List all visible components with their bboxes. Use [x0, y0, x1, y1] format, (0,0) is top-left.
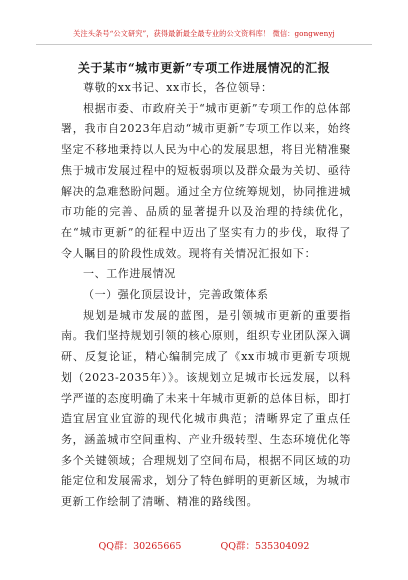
header-banner: 关注头条号“公文研究”，获得最新最全最专业的公文资料库！ 微信：gongwenyj: [73, 29, 335, 38]
document-title: 关于某市“城市更新”专项工作进展情况的汇报: [77, 61, 331, 75]
intro-paragraph: 根据市委、市政府关于“城市更新”专项工作的总体部署，我市自2023年启动“城市更新”专项工作以来，始终坚定不移地秉持以人民为中心的发展思想，将目光精准聚焦于城市发展过程中的短板弱项以及群众最为关切、亟待解决的急难愁盼问题。通过全方位统筹规划，协同推进城市功能的完善、品质的显著提升以及治理的持续优化，在“城市更新”的征程中迈出了坚实有力的步伐，取得了令人瞩目的阶段性成效。现将有关情况汇报如下：: [61, 101, 351, 260]
footer-qq-group-2: QQ群：535304092: [220, 541, 310, 552]
subsection-heading: （一）强化顶层设计，完善政策体系: [83, 288, 269, 302]
salutation: 尊敬的xx书记、xx市长，各位领导：: [83, 81, 273, 94]
footer-contacts: [0, 538, 408, 552]
planning-paragraph: 规划是城市发展的蓝图，是引领城市更新的重要指南。我们坚持规划引领的核心原则，组织专业团队深入调研、反复论证，精心编制完成了《xx市城市更新专项规划（2023-2035年）》。该规划立足城市长远发展，以科学严谨的态度明确了未来十年城市更新的总体目标，即打造宜居宜业宜游的现代化城市典范；清晰界定了重点任务，涵盖城市空间重构、产业升级转型、生态环境优化等多个关键领域；合理规划了空间布局，根据不同区域的功能定位和发展需求，划分了特色鲜明的更新区域，为城市更新工作绘制了清晰、精准的路线图。: [61, 308, 351, 509]
footer-qq-group-1: QQ群：30265665: [98, 541, 182, 552]
section-heading: 一、工作进展情况: [83, 267, 176, 281]
header-divider: [36, 44, 372, 45]
document-body: [61, 78, 351, 513]
